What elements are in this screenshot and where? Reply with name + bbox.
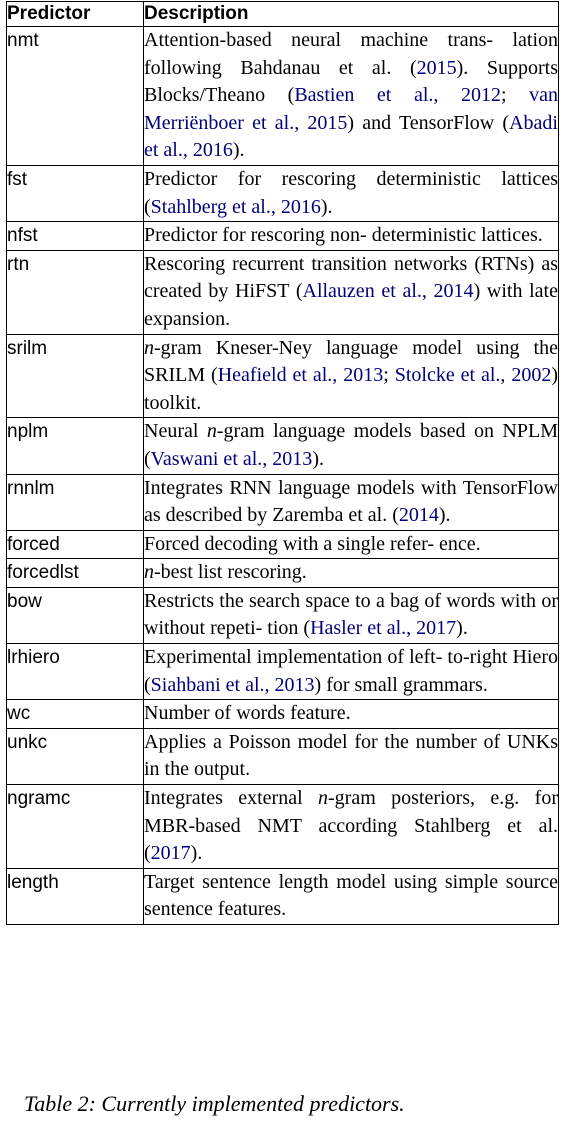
description-text: Applies a Poisson model for the number of UNKs in the output.: [144, 730, 558, 781]
predictor-table-container: [6, 1, 558, 925]
predictor-description-cell: [144, 868, 559, 924]
citation-link: 2015: [416, 56, 457, 79]
citation-link: Bastien et al., 2012: [294, 84, 501, 107]
citation-link: Heafield et al., 2013: [217, 364, 384, 387]
description-text: -gram posteriors, e.g. for MBR-based NMT according Stahlberg et al. (: [144, 787, 558, 865]
predictor-description-cell: [144, 165, 559, 221]
table-row: [7, 559, 559, 588]
table-row: [7, 728, 559, 784]
math-variable: n: [318, 787, 329, 810]
predictor-description-cell: [144, 334, 559, 418]
description-text: Forced decoding with a single refer- ence.: [144, 532, 481, 555]
table-header-row: [7, 2, 559, 27]
predictor-description-cell: [144, 785, 559, 869]
predictor-name-cell: nmt: [7, 27, 144, 166]
predictor-name-cell: lrhiero: [7, 644, 144, 700]
predictor-description-cell: [144, 530, 559, 559]
description-text: -best list rescoring.: [154, 561, 307, 584]
predictor-name-cell: length: [7, 868, 144, 924]
table-row: [7, 644, 559, 700]
predictor-name-cell: rnnlm: [7, 474, 144, 530]
predictor-name-cell: forced: [7, 530, 144, 559]
predictor-name-cell: wc: [7, 700, 144, 729]
description-text: Neural: [144, 420, 207, 443]
description-text: ).: [320, 195, 333, 218]
description-text: Rescoring recurrent transition networks (RTNs) as created by HiFST (: [144, 252, 558, 303]
predictor-description-cell: [144, 728, 559, 784]
predictor-name-cell: fst: [7, 165, 144, 221]
table-row: [7, 530, 559, 559]
table-row: [7, 700, 559, 729]
table-row: [7, 165, 559, 221]
table-row: [7, 785, 559, 869]
table-caption: Table 2: Currently implemented predictors.: [24, 1091, 405, 1116]
table-row: [7, 222, 559, 251]
description-text: ).: [232, 139, 245, 162]
description-text: Target sentence length model using simple source sentence features.: [144, 870, 558, 921]
citation-link: van Merriënboer et al., 2015: [144, 84, 559, 134]
table-row: [7, 587, 559, 643]
table-row: [7, 334, 559, 418]
predictor-description-cell: [144, 700, 559, 729]
predictor-name-cell: nplm: [7, 418, 144, 474]
predictor-description-cell: [144, 222, 559, 251]
description-text: ) and TensorFlow (: [347, 111, 510, 134]
description-text: -gram language models based on NPLM (: [144, 420, 558, 470]
citation-link: Vaswani et al., 2013: [150, 447, 313, 470]
description-text: -gram Kneser-Ney language model using the SRILM (: [144, 336, 558, 387]
predictor-description-cell: [144, 418, 559, 474]
description-text: ). Supports Blocks/Theano (: [144, 56, 558, 107]
predictor-name-cell: rtn: [7, 250, 144, 334]
math-variable: n: [144, 336, 154, 359]
description-text: Predictor for rescoring non- deterministic lattices.: [144, 224, 543, 247]
citation-link: Stolcke et al., 2002: [394, 364, 552, 387]
description-text: ).: [456, 617, 468, 640]
predictor-name-cell: srilm: [7, 334, 144, 418]
predictor-description-cell: [144, 559, 559, 588]
header-description: Description: [144, 2, 559, 27]
predictor-description-cell: [144, 644, 559, 700]
table-row: [7, 868, 559, 924]
predictor-name-cell: forcedlst: [7, 559, 144, 588]
description-text: Number of words feature.: [144, 702, 351, 725]
predictor-name-cell: nfst: [7, 222, 144, 251]
citation-link: Siahbani et al., 2013: [150, 673, 315, 696]
description-text: Predictor for rescoring deterministic lattices (: [144, 167, 558, 218]
citation-link: 2014: [398, 504, 439, 527]
citation-link: 2017: [150, 842, 191, 865]
header-predictor: Predictor: [7, 2, 144, 27]
table-row: [7, 27, 559, 166]
description-text: ) toolkit.: [144, 364, 559, 414]
predictor-description-cell: [144, 474, 559, 530]
description-text: Experimental implementation of left- to-right Hiero (: [144, 646, 558, 696]
predictor-name-cell: unkc: [7, 728, 144, 784]
predictor-description-cell: [144, 27, 559, 166]
citation-link: Abadi et al., 2016: [144, 111, 558, 162]
predictor-table: [6, 1, 559, 925]
citation-link: Hasler et al., 2017: [310, 617, 457, 640]
table-row: [7, 250, 559, 334]
description-text: Integrates external: [144, 787, 319, 810]
description-text: ;: [383, 364, 395, 387]
description-text: ).: [190, 842, 203, 865]
description-text: Integrates RNN language models with TensorFlow as described by Zaremba et al. (: [144, 476, 558, 527]
description-text: Attention-based neural machine trans- lation following Bahdanau et al. (: [144, 29, 558, 79]
description-text: ).: [312, 447, 324, 470]
table-row: [7, 474, 559, 530]
math-variable: n: [144, 561, 154, 584]
math-variable: n: [206, 420, 217, 443]
citation-link: Stahlberg et al., 2016: [150, 195, 321, 218]
predictor-description-cell: [144, 587, 559, 643]
description-text: ) for small grammars.: [314, 673, 488, 696]
table-row: [7, 418, 559, 474]
predictor-name-cell: ngramc: [7, 785, 144, 869]
citation-link: Allauzen et al., 2014: [302, 280, 474, 303]
description-text: ).: [438, 504, 451, 527]
predictor-description-cell: [144, 250, 559, 334]
description-text: Restricts the search space to a bag of words with or without repeti- tion (: [144, 589, 558, 640]
predictor-name-cell: bow: [7, 587, 144, 643]
description-text: ) with late expansion.: [144, 280, 558, 330]
description-text: ;: [500, 84, 530, 107]
